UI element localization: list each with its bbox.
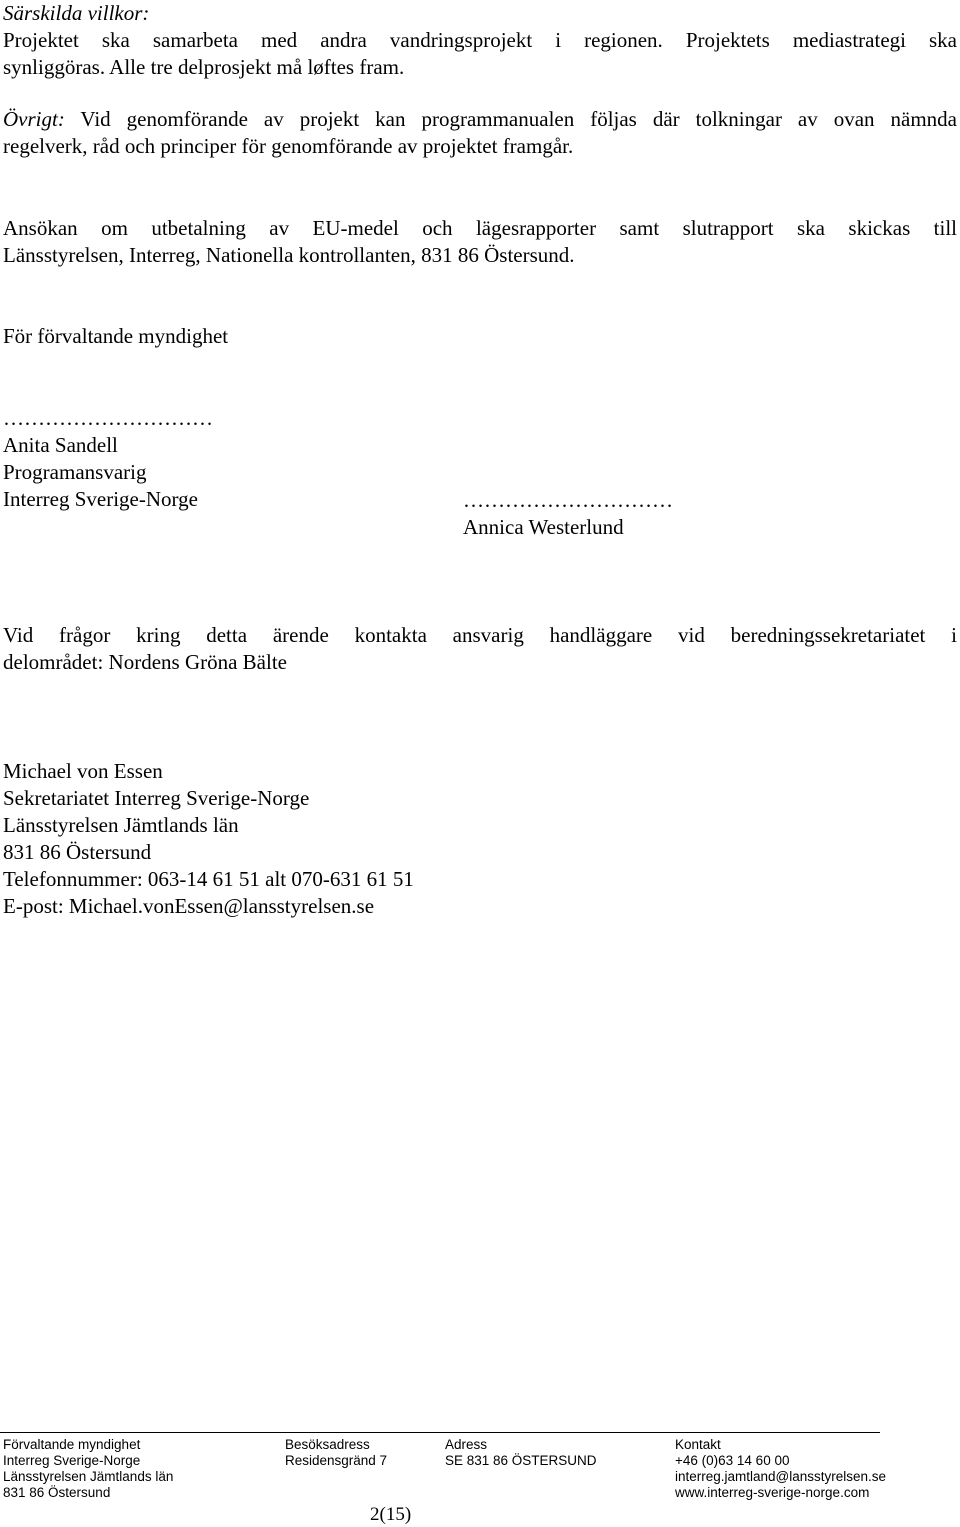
contact-org: Sekretariatet Interreg Sverige-Norge <box>3 786 310 810</box>
payment-application-line-1: Ansökan om utbetalning av EU-medel och lägesrapporter samt slutrapport ska skickas till <box>3 216 957 240</box>
footer-divider <box>0 1432 880 1433</box>
page-number: 2(15) <box>370 1504 412 1525</box>
questions-section <box>3 622 957 676</box>
contact-email[interactable]: E-post: Michael.vonEssen@lansstyrelsen.se <box>3 894 375 918</box>
special-conditions-section <box>3 0 957 81</box>
footer-col2-line-2: Residensgränd 7 <box>285 1453 388 1468</box>
contact-name: Michael von Essen <box>3 759 163 783</box>
footer-contact-email[interactable]: interreg.jamtland@lansstyrelsen.se <box>675 1469 887 1484</box>
footer-col1-line-3: Länsstyrelsen Jämtlands län <box>3 1469 174 1484</box>
footer-column-managing-authority <box>3 1437 173 1501</box>
payment-application-section <box>3 215 957 269</box>
special-conditions-heading: Särskilda villkor: <box>3 1 150 25</box>
footer-col1-line-1: Förvaltande myndighet <box>3 1437 141 1452</box>
contact-block <box>3 758 957 920</box>
signature-line-right: ………………………… <box>463 488 673 512</box>
signature-block-right <box>463 487 673 541</box>
signatory-role-left: Programansvarig <box>3 460 147 484</box>
footer-col3-line-1: Adress <box>445 1437 488 1452</box>
footer-col1-line-2: Interreg Sverige-Norge <box>3 1453 141 1468</box>
managing-authority-heading: För förvaltande myndighet <box>3 324 229 348</box>
footer-col3-line-2: SE 831 86 ÖSTERSUND <box>445 1453 597 1468</box>
questions-line-1: Vid frågor kring detta ärende kontakta ansvarig handläggare vid beredningssekretariatet i <box>3 623 957 647</box>
footer-column-address <box>445 1437 597 1469</box>
special-conditions-text-line-2: synliggöras. Alle tre delprosjekt må løftes fram. <box>3 55 405 79</box>
other-text-line-1-body: Vid genomförande av projekt kan programmanualen följas där tolkningar av ovan nämnda <box>64 107 957 131</box>
footer-col4-line-2: +46 (0)63 14 60 00 <box>675 1453 790 1468</box>
special-conditions-text-line-1: Projektet ska samarbeta med andra vandringsprojekt i regionen. Projektets mediastrategi ska <box>3 28 957 52</box>
other-section <box>3 106 957 160</box>
other-label: Övrigt: <box>3 107 65 131</box>
other-text-line-1 <box>3 106 957 133</box>
other-text-line-2: regelverk, råd och principer för genomförande av projektet framgår. <box>3 134 574 158</box>
contact-authority: Länsstyrelsen Jämtlands län <box>3 813 239 837</box>
payment-application-line-2: Länsstyrelsen, Interreg, Nationella kontrollanten, 831 86 Östersund. <box>3 243 575 267</box>
signatory-name-left: Anita Sandell <box>3 433 118 457</box>
signatory-name-right: Annica Westerlund <box>463 515 624 539</box>
signature-line-left: ………………………… <box>3 406 213 430</box>
footer-col4-line-1: Kontakt <box>675 1437 721 1452</box>
signatory-org-left: Interreg Sverige-Norge <box>3 487 198 511</box>
questions-line-2: delområdet: Nordens Gröna Bälte <box>3 650 287 674</box>
footer-col2-line-1: Besöksadress <box>285 1437 370 1452</box>
contact-city: 831 86 Östersund <box>3 840 152 864</box>
footer-column-contact <box>675 1437 886 1501</box>
contact-phone: Telefonnummer: 063-14 61 51 alt 070-631 61 51 <box>3 867 414 891</box>
signature-block-left <box>3 405 213 513</box>
footer-contact-website[interactable]: www.interreg-sverige-norge.com <box>675 1485 870 1500</box>
footer-column-visiting-address <box>285 1437 387 1469</box>
footer-col1-line-4: 831 86 Östersund <box>3 1485 111 1500</box>
